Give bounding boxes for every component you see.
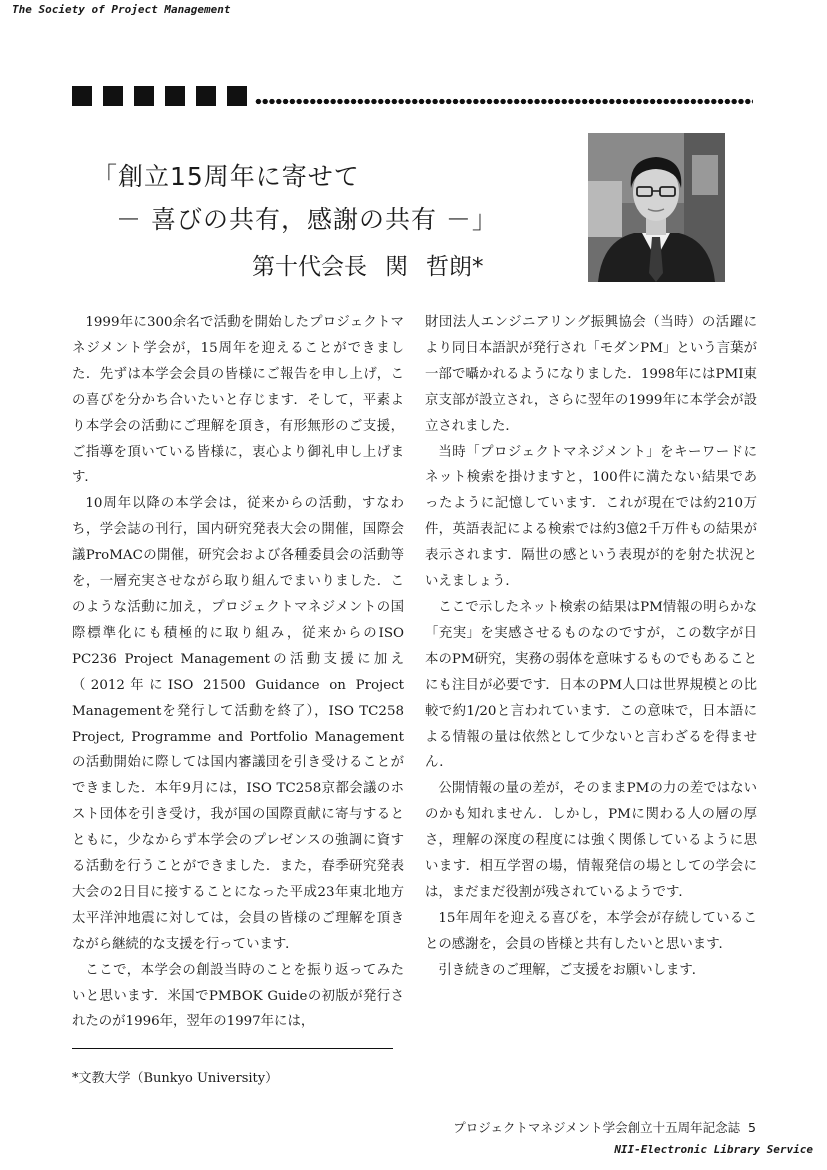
body-paragraph: 10周年以降の本学会は，従来からの活動，すなわち，学会誌の刊行，国内研究発表大会の開催，国際会議ProMACの開催，研究会および各種委員会の活動等を，一層充実させながら取り組んでまいりました．このような活動に加え，プロジェクトマネジメントの国際標準化にも積極的に取り組み，従来からのISO PC236 Project Managementの活動支援に加え（2012年にISO 21500 Guidance on Project Managementを発行して活動を終了），ISO TC258 Project, Programme and Portfolio Managementの活動開始に際しては国内審議団を引き受けることができました．本年9月には，ISO TC258京都会議のホスト団体を引き受け，我が国の国際貢献に寄与するとともに，少なからず本学会のプレゼンスの強調に資する活動を行うことができました．また，春季研究発表大会の2日目に接することになった平成23年東北地方太平洋沖地震に対しては，会員の皆様のご理解を頂きながら継続的な支援を行っています．	[72, 496, 404, 952]
decoration-square	[72, 86, 92, 106]
footnote-divider	[72, 1048, 393, 1049]
author-position: 第十代会長	[252, 254, 367, 280]
body-column-left	[72, 310, 404, 1035]
footer-library-service: NII-Electronic Library Service	[614, 1143, 813, 1156]
decoration-square	[165, 86, 185, 106]
body-paragraph: 公開情報の量の差が，そのままPMの力の差ではないのかも知れません．しかし，PMに関わる人の層の厚さ，理解の深度の程度には強く関係しているように思います．相互学習の場，情報発信の場としての学会には，まだまだ役割が残されているようです．	[425, 781, 757, 900]
body-paragraph: 1999年に300余名で活動を開始したプロジェクトマネジメント学会が，15周年を迎えることができました．先ずは本学会会員の皆様にご報告を申し上げ，この喜びを分かち合いたいと存じます．そして，平素より本学会の活動にご理解を頂き，有形無形のご支援，ご指導を頂いている皆様に，衷心より御礼申し上げます．	[72, 315, 404, 486]
header-society-name: The Society of Project Management	[12, 3, 231, 16]
body-paragraph: 引き続きのご理解，ご支援をお願いします．	[438, 962, 706, 978]
body-paragraph: 財団法人エンジニアリング振興協会（当時）の活躍により同日本語訳が発行され「モダンPM」という言葉が一部で囁かれるようになりました．1998年にはPMI東京支部が設立され，さらに翌年の1999年に本学会が設立されました．	[425, 315, 757, 434]
article-title-line-2: － 喜びの共有，感謝の共有 －」	[116, 205, 498, 234]
author-given-name: 哲朗*	[426, 254, 484, 280]
journal-name: プロジェクトマネジメント学会創立十五周年記念誌	[453, 1120, 741, 1135]
decoration-square	[196, 86, 216, 106]
author-affiliation-footnote: *文教大学（Bunkyo University）	[72, 1071, 279, 1086]
body-paragraph: ここで示したネット検索の結果はPM情報の明らかな「充実」を実感させるものなのですが，この数字が日本のPM研究，実務の弱体を意味するものでもあることにも注目が必要です．日本のPM人口は世界規模との比較で約1/20と言われています．この意味で，日本語による情報の量は依然として少ないと言わざるを得ません．	[425, 599, 757, 771]
title-decoration-bar	[72, 86, 754, 108]
decoration-square	[227, 86, 247, 106]
author-portrait-photo	[588, 133, 725, 282]
decoration-square	[103, 86, 123, 106]
article-title-line-1: 「創立15周年に寄せて	[92, 162, 360, 191]
body-paragraph: ここで，本学会の創設当時のことを振り返ってみたいと思います．米国でPMBOK Guideの初版が発行されたのが1996年，翌年の1997年には，	[72, 962, 404, 1030]
body-paragraph: 15年周年を迎える喜びを，本学会が存続していることの感謝を，会員の皆様と共有したいと思います．	[425, 910, 757, 952]
decoration-square	[134, 86, 154, 106]
body-column-right	[425, 310, 757, 984]
decoration-dotted-line	[255, 98, 753, 105]
author-byline	[252, 248, 484, 281]
body-paragraph: 当時「プロジェクトマネジメント」をキーワードにネット検索を掛けますと，100件に満たない結果であったように記憶しています．これが現在では約210万件，英語表記による検索では約3億2千万件もの結果が表示されます．隔世の感という表現が的を射た状況といえましょう．	[425, 444, 757, 590]
page-number: 5	[748, 1120, 756, 1135]
author-family-name: 関	[385, 254, 408, 280]
page-footer	[453, 1118, 756, 1136]
